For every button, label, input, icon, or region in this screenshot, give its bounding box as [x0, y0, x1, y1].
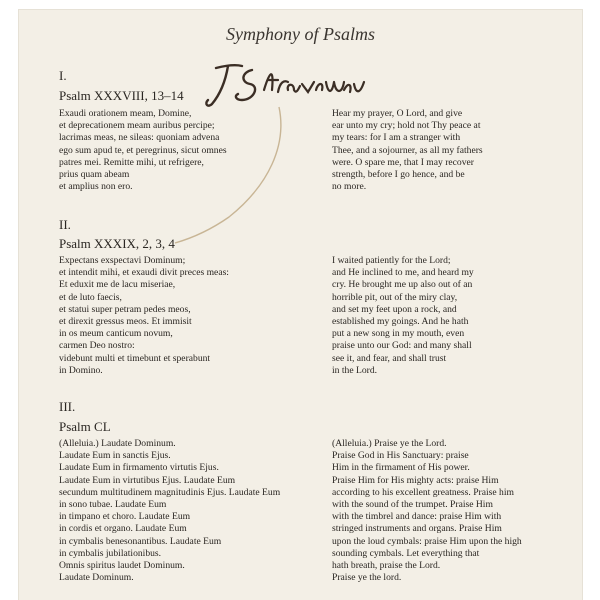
- english-line: (Alleluia.) Praise ye the Lord.: [332, 438, 447, 449]
- latin-line: Laudate Eum in virtutibus Ejus. Laudate Eum: [59, 474, 236, 486]
- english-line: according to his excellent greatness. Praise him: [332, 486, 514, 498]
- english-line: Praise God in His Sanctuary: praise: [332, 450, 469, 462]
- latin-line: (Alleluia.) Laudate Dominum.: [59, 438, 176, 449]
- latin-line: et statui super petram pedes meos,: [59, 303, 191, 315]
- section-1-psalm: Psalm XXXVIII, 13–14: [59, 88, 184, 103]
- latin-line: in cymbalis benesonantibus. Laudate Eum: [59, 535, 222, 547]
- english-line: upon the loud cymbals: praise Him upon the high: [332, 535, 522, 547]
- page-title: Symphony of Psalms: [226, 24, 375, 44]
- english-line: horrible pit, out of the miry clay,: [332, 291, 458, 303]
- english-line: put a new song in my mouth, even: [332, 328, 465, 340]
- english-line: ear unto my cry; hold not Thy peace at: [332, 120, 481, 132]
- english-line: and He inclined to me, and heard my: [332, 267, 474, 279]
- english-line: my tears: for I am a stranger with: [332, 132, 461, 144]
- latin-line: et deprecationem meam auribus percipe;: [59, 120, 215, 132]
- english-line: Praise Him for His mighty acts: praise Him: [332, 474, 499, 486]
- latin-line: Laudate Eum in sanctis Ejus.: [59, 450, 171, 462]
- english-line: praise unto our God: and many shall: [332, 340, 472, 352]
- signature: [194, 60, 369, 110]
- section-3-psalm: Psalm CL: [59, 419, 111, 434]
- latin-line: Laudate Dominum.: [59, 572, 134, 584]
- english-line: stringed instruments and organs. Praise Him: [332, 523, 502, 535]
- english-line: established my goings. And he hath: [332, 316, 469, 328]
- latin-line: in Domino.: [59, 364, 103, 376]
- latin-line: prius quam abeam: [59, 169, 130, 181]
- english-line: Him in the firmament of His power.: [332, 462, 470, 474]
- english-line: Praise ye the lord.: [332, 572, 402, 584]
- latin-line: in sono tubae. Laudate Eum: [59, 499, 167, 511]
- section-1-english: [332, 108, 483, 193]
- section-2-english: [332, 255, 474, 377]
- latin-line: patres mei. Remitte mihi, ut refrigere,: [59, 156, 204, 168]
- latin-line: et de luto faecis,: [59, 291, 122, 303]
- latin-line: in timpano et choro. Laudate Eum: [59, 511, 191, 523]
- latin-line: et amplius non ero.: [59, 181, 133, 193]
- english-line: I waited patiently for the Lord;: [332, 255, 451, 266]
- latin-line: ego sum apud te, et peregrinus, sicut omnes: [59, 144, 227, 156]
- latin-line: Exaudi orationem meam, Domine,: [59, 108, 192, 119]
- section-2-numeral: II.: [59, 217, 71, 232]
- english-line: Hear my prayer, O Lord, and give: [332, 108, 463, 119]
- latin-line: lacrimas meas, ne sileas: quoniam advena: [59, 132, 220, 144]
- latin-line: secundum multitudinem magnitudinis Ejus. Laudate Eum: [59, 486, 281, 498]
- latin-line: in os meum canticum novum,: [59, 328, 173, 340]
- section-3-english: [332, 438, 522, 584]
- document-page: [19, 10, 582, 600]
- section-2-latin: [59, 255, 229, 377]
- latin-line: in cordis et organo. Laudate Eum: [59, 523, 187, 535]
- english-line: strength, before I go hence, and be: [332, 169, 465, 181]
- latin-line: Expectans exspectavi Dominum;: [59, 255, 186, 266]
- english-line: and set my feet upon a rock, and: [332, 303, 457, 315]
- english-line: sounding cymbals. Let everything that: [332, 547, 480, 559]
- section-3-latin: [59, 438, 280, 584]
- english-line: see it, and fear, and shall trust: [332, 352, 447, 364]
- section-1-numeral: I.: [59, 68, 67, 83]
- english-line: hath breath, praise the Lord.: [332, 560, 441, 572]
- latin-line: carmen Deo nostro:: [59, 340, 135, 352]
- english-line: in the Lord.: [332, 364, 378, 376]
- english-line: with the timbrel and dance: praise Him with: [332, 511, 502, 523]
- latin-line: Et eduxit me de lacu miseriae,: [59, 279, 176, 291]
- english-line: Thee, and a sojourner, as all my fathers: [332, 144, 483, 156]
- section-2-psalm: Psalm XXXIX, 2, 3, 4: [59, 236, 175, 251]
- latin-line: Omnis spiritus laudet Dominum.: [59, 560, 185, 572]
- section-3-numeral: III.: [59, 399, 76, 414]
- latin-line: Laudate Eum in firmamento virtutis Ejus.: [59, 462, 219, 474]
- english-line: with the sound of the trumpet. Praise Him: [332, 499, 493, 511]
- english-line: were. O spare me, that I may recover: [332, 156, 474, 168]
- english-line: no more.: [332, 181, 367, 193]
- latin-line: et intendit mihi, et exaudi divit preces meas:: [59, 267, 229, 279]
- latin-line: videbunt multi et timebunt et sperabunt: [59, 352, 211, 364]
- section-1-latin: [59, 108, 227, 193]
- english-line: cry. He brought me up also out of an: [332, 279, 473, 291]
- latin-line: in cymbalis jubilationibus.: [59, 547, 162, 559]
- latin-line: et direxit gressus meos. Et immisit: [59, 316, 192, 328]
